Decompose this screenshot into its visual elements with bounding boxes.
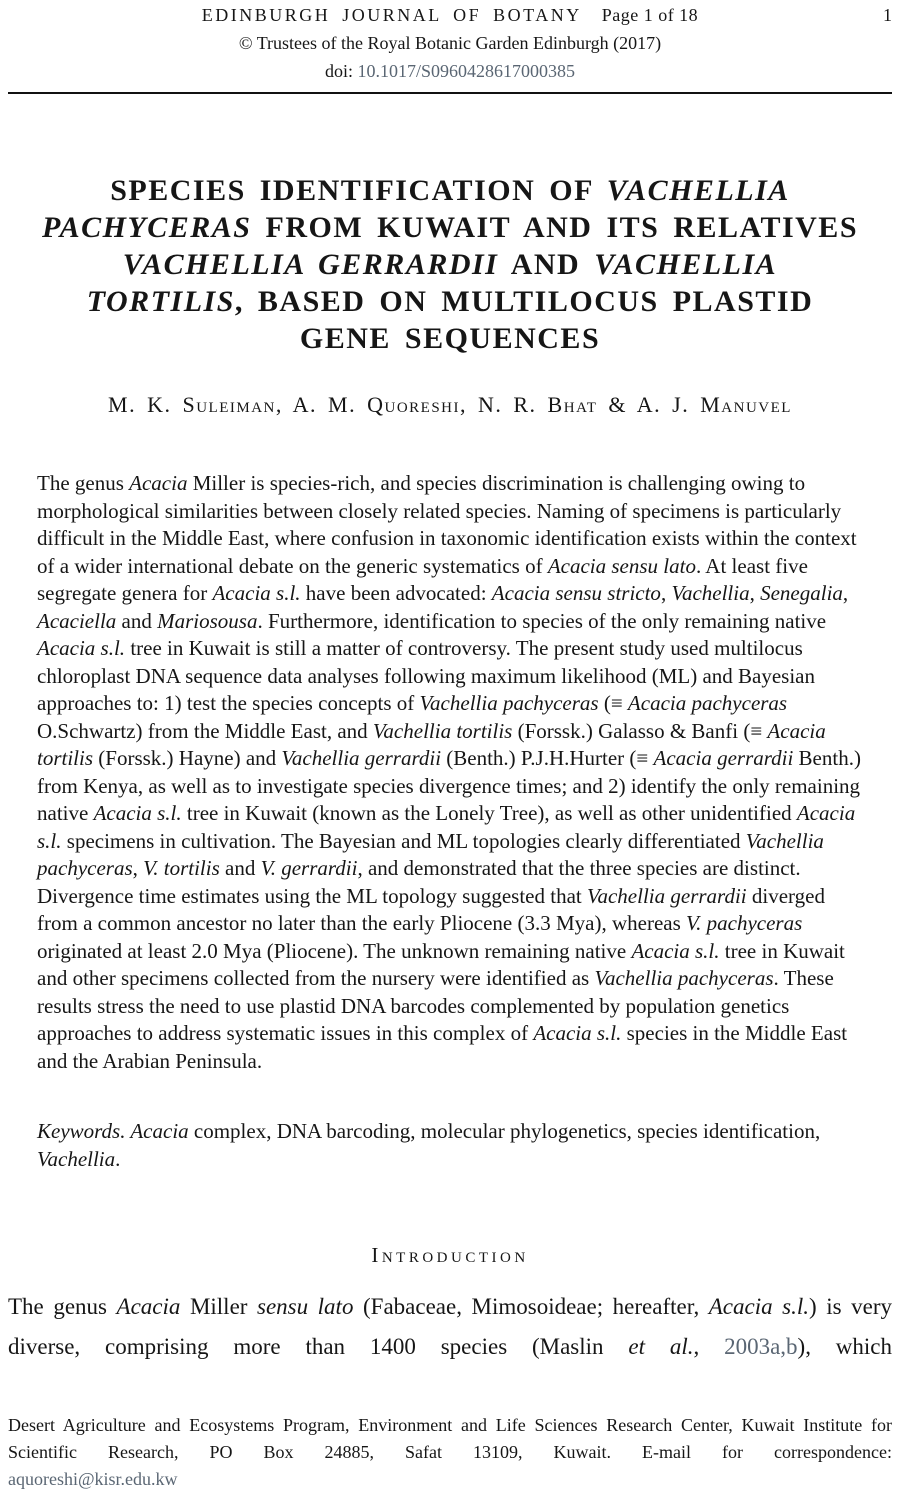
title-line-2: PACHYCERAS FROM KUWAIT AND ITS RELATIVES: [41, 211, 858, 244]
header: [8, 5, 892, 26]
authors-line: M. K. Suleiman, A. M. Quoreshi, N. R. Bhat & A. J. Manuvel: [108, 392, 792, 417]
doi-line: [0, 61, 900, 82]
title-line-3: VACHELLIA GERRARDII AND VACHELLIA: [122, 248, 778, 281]
keywords-paragraph: Keywords. Acacia complex, DNA barcoding, molecular phylogenetics, species identification, Vachellia.: [37, 1119, 821, 1171]
page-number: 1: [883, 5, 892, 25]
header-divider: [8, 92, 892, 94]
copyright-line: © Trustees of the Royal Botanic Garden Edinburgh (2017): [238, 33, 662, 53]
section-heading-introduction: Introduction: [371, 1243, 529, 1267]
affiliation-note: Desert Agriculture and Ecosystems Program, Environment and Life Sciences Research Center, Kuwait Institute for Scientific Research, PO Box 24885, Safat 13109, Kuwait. E-mail for correspondence:: [8, 1415, 892, 1462]
journal-title: EDINBURGH JOURNAL OF BOTANY: [201, 5, 582, 25]
intro-paragraph: The genus Acacia Miller sensu lato (Fabaceae, Mimosoideae; hereafter, Acacia s.l.) is very diverse, comprising more than 1400 species (Maslin et al., 2003a,b), which: [8, 1294, 892, 1359]
article-title: [10, 172, 890, 357]
page-info: Page 1 of 18: [601, 5, 699, 25]
title-line-4: TORTILIS, BASED ON MULTILOCUS PLASTID: [86, 285, 814, 318]
citation-link-maslin-2003[interactable]: 2003a,b: [724, 1334, 798, 1359]
abstract-paragraph: The genus Acacia Miller is species-rich, and species discrimination is challenging owing to morphological similarities between closely related species. Naming of specimens is particularly difficult in the Middle East, where confusion in taxonomic identification exists within the context of a wider international debate on the generic systematics of Acacia sensu lato. At least five segregate genera for Acacia s.l. have been advocated: Acacia sensu stricto, Vachellia, Senegalia, Acaciella and Mariosousa. Furthermore, identification to species of the only remaining native Acacia s.l. tree in Kuwait is still a matter of controversy. The present study used multilocus chloroplast DNA sequence data analyses following maximum likelihood (ML) and Bayesian approaches to: 1) test the species concepts of Vachellia pachyceras (≡ Acacia pachyceras O.Schwartz) from the Middle East, and Vachellia tortilis (Forssk.) Galasso & Banfi (≡ Acacia tortilis (Forssk.) Hayne) and Vachellia gerrardii (Benth.) P.J.H.Hurter (≡ Acacia gerrardii Benth.) from Kenya, as well as to investigate species divergence times; and 2) identify the only remaining native Acacia s.l. tree in Kuwait (known as the Lonely Tree), as well as other unidentified Acacia s.l. specimens in cultivation. The Bayesian and ML topologies clearly differentiated Vachellia pachyceras, V. tortilis and V. gerrardii, and demonstrated that the three species are distinct. Divergence time estimates using the ML topology suggested that Vachellia gerrardii diverged from a common ancestor no later than the early Pliocene (3.3 Mya), whereas V. pachyceras originated at least 2.0 Mya (Pliocene). The unknown remaining native Acacia s.l. tree in Kuwait and other specimens collected from the nursery were identified as Vachellia pachyceras. These results stress the need to use plastid DNA barcodes complemented by population genetics approaches to address systematic issues in this complex of Acacia s.l. species in the Middle East and the Arabian Peninsula.: [37, 471, 861, 1073]
doi-link[interactable]: 10.1017/S0960428617000385: [357, 61, 576, 81]
doi-label: doi:: [324, 61, 358, 81]
email-link[interactable]: aquoreshi@kisr.edu.kw: [8, 1469, 178, 1489]
email-line: [8, 1466, 892, 1493]
title-line-5: GENE SEQUENCES: [299, 322, 601, 355]
title-line-1: SPECIES IDENTIFICATION OF VACHELLIA: [110, 174, 790, 207]
